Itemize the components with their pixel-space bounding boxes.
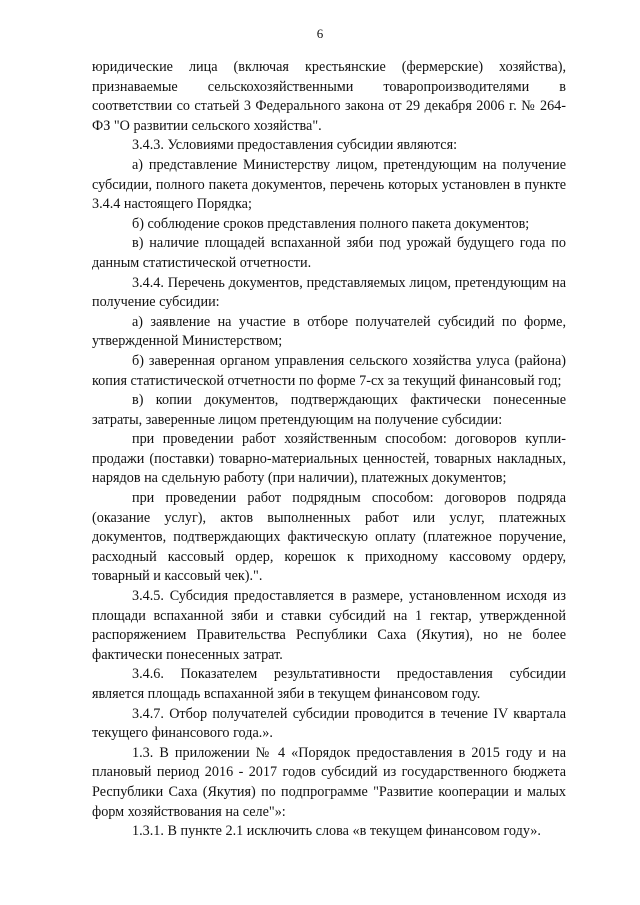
paragraph-3-4-3-b: б) соблюдение сроков представления полного пакета документов; (132, 215, 530, 232)
paragraph-1-3-1: 1.3.1. В пункте 2.1 исключить слова «в текущем финансовом году». (132, 823, 541, 840)
paragraph-3-4-4: 3.4.4. Перечень документов, представляемых лицом, претендующим на получение субсидии: (92, 274, 566, 311)
paragraph-contract-method: при проведении работ подрядным способом: договоров подряда (оказание услуг), актов выполненных работ или услуг, платежных документов, подтверждающих фактическую оплату (платежное поручение, расходный кассовый ордер, корешок к приходному кассовому ордеру, товарный и кассовый чек).". (92, 490, 566, 585)
paragraph-3-4-4-c: в) копии документов, подтверждающих фактически понесенные затраты, заверенные лицом претендующим на получение субсидии: (92, 392, 566, 428)
paragraph-1-3: 1.3. В приложении № 4 «Порядок предоставления в 2015 году и на плановый период 2016 - 2017 годов субсидий из государственного бюджета Республики Саха (Якутия) по подпрограмме "Развитие кооперации и малых форм хозяйствования на селе"»: (92, 744, 566, 820)
paragraph-3-4-4-a: а) заявление на участие в отборе получателей субсидий по форме, утвержденной Министерством; (92, 313, 566, 350)
paragraph-economic-method: при проведении работ хозяйственным способом: договоров купли-продажи (поставки) товарно-материальных ценностей, товарных накладных, нарядов на сдельную работу (при наличии), платежных документов; (92, 431, 566, 487)
paragraph-3-4-3-c: в) наличие площадей вспаханной зяби под урожай будущего года по данным статистической отчетности. (92, 235, 566, 271)
paragraph-3-4-4-b: б) заверенная органом управления сельского хозяйства улуса (района) копия статистической отчетности по форме 7-сх за текущий финансовый год; (92, 352, 566, 389)
paragraph-continuation: юридические лица (включая крестьянские (фермерские) хозяйства), признаваемые сельскохозяйственными товаропроизводителями в соответствии со статьей 3 Федерального закона от 29 декабря 2006 г. № 264-ФЗ "О развитии сельского хозяйства". (92, 59, 566, 134)
paragraph-3-4-6: 3.4.6. Показателем результативности предоставления субсидии является площадь вспаханной зяби в текущем финансовом году. (92, 666, 566, 702)
page-number: 6 (316, 26, 324, 41)
paragraph-3-4-3: 3.4.3. Условиями предоставления субсидии являются: (132, 137, 458, 154)
paragraph-3-4-3-a: а) представление Министерству лицом, претендующим на получение субсидии, полного пакета документов, перечень которых установлен в пункте 3.4.4 настоящего Порядка; (92, 156, 566, 213)
paragraph-3-4-5: 3.4.5. Субсидия предоставляется в размере, установленном исходя из площади вспаханной зяби и ставки субсидий на 1 гектар, утвержденной распоряжением Правительства Республики Саха (Якутия), но не более фактически понесенных затрат. (92, 588, 566, 663)
document-body (92, 58, 566, 842)
paragraph-3-4-7: 3.4.7. Отбор получателей субсидии проводится в течение IV квартала текущего финансового года.». (92, 705, 566, 742)
